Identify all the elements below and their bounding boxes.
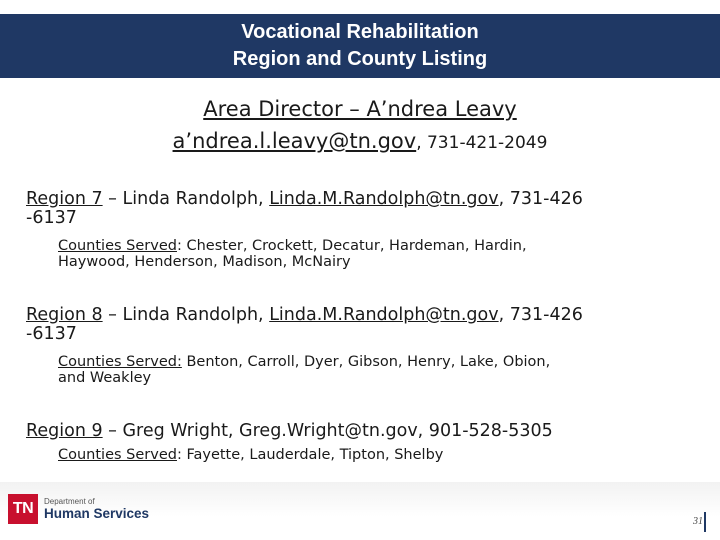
department-name — [44, 497, 149, 522]
region-7-contact-prefix: – Linda Randolph, — [102, 189, 270, 209]
region-9-contact-text: – Greg Wright, Greg.Wright@tn.gov, 901-528-5305 — [102, 421, 553, 441]
title-banner — [0, 14, 720, 78]
region-8-counties-label: Counties Served: — [58, 354, 182, 370]
area-director-email-link[interactable]: a’ndrea.l.leavy@tn.gov — [172, 129, 417, 153]
region-9-counties-list-1: : Fayette, Lauderdale, Tipton, Shelby — [176, 447, 444, 463]
area-director-name-line — [0, 96, 720, 122]
area-director-phone: , 731-421-2049 — [416, 133, 548, 153]
region-7-phone-part-2: -6137 — [26, 208, 77, 228]
region-9-counties — [58, 447, 698, 463]
region-7-counties-label: Counties Served — [58, 238, 177, 254]
dhs-logo — [8, 494, 149, 524]
region-8-email-link[interactable]: Linda.M.Randolph@tn.gov — [269, 305, 499, 325]
page-number: 31 — [693, 516, 703, 527]
region-8-counties-list-1: Benton, Carroll, Dyer, Gibson, Henry, Lake, Obion, — [181, 354, 551, 370]
region-7-counties-list-2: Haywood, Henderson, Madison, McNairy — [58, 254, 351, 270]
region-9-contact — [26, 422, 706, 441]
region-7-email-link[interactable]: Linda.M.Randolph@tn.gov — [269, 189, 499, 209]
region-7-label: Region 7 — [26, 189, 103, 209]
human-services-label: Human Services — [44, 505, 150, 521]
page-title-line-1: Vocational Rehabilitation — [241, 21, 479, 43]
region-8-counties-list-2: and Weakley — [58, 370, 152, 386]
region-8-contact-prefix: – Linda Randolph, — [102, 305, 270, 325]
region-9-label: Region 9 — [26, 421, 103, 441]
area-director-contact-line — [0, 128, 720, 156]
region-8-counties — [58, 354, 698, 386]
region-7-phone-part-1: , 731-426 — [498, 189, 583, 209]
footer — [0, 482, 720, 540]
region-8-contact — [26, 306, 706, 344]
region-8-phone-part-2: -6137 — [26, 324, 77, 344]
page-title-line-2: Region and County Listing — [232, 48, 488, 70]
region-8-phone-part-1: , 731-426 — [498, 305, 583, 325]
region-7-counties — [58, 238, 698, 270]
region-7-counties-list-1: : Chester, Crockett, Decatur, Hardeman, Hardin, — [176, 238, 527, 254]
region-7-contact — [26, 190, 706, 228]
region-9-counties-label: Counties Served — [58, 447, 177, 463]
page-number-divider — [704, 512, 706, 532]
department-of-label: Department of — [44, 496, 95, 506]
area-director-name: Area Director – A’ndrea Leavy — [203, 97, 517, 121]
tn-logo-icon: TN — [8, 494, 38, 524]
region-8-label: Region 8 — [26, 305, 103, 325]
